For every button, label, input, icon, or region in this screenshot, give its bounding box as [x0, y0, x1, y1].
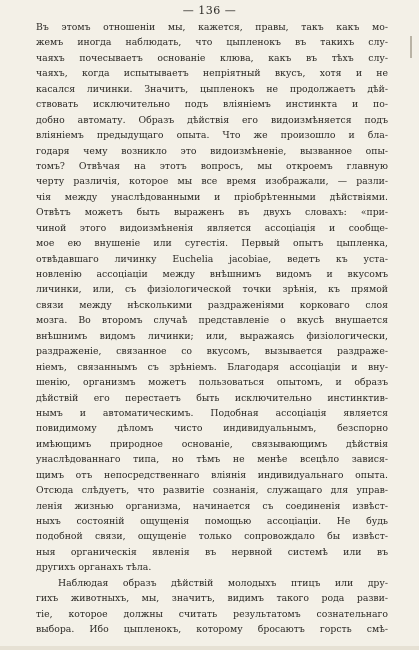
page-number: — 136 —: [182, 4, 237, 17]
text-line: ствовать исключительно подъ вліяніемъ инстинкта и по-: [36, 99, 388, 111]
text-line: черту различія, которое мы все время изображали, — разли-: [36, 176, 388, 188]
body-text: [36, 20, 388, 638]
text-line: унаслѣдованнаго типа, но тѣмъ не менѣе всецѣло завися-: [36, 454, 388, 466]
text-line: щимъ отъ непосредственнаго вліянія индивидуальнаго опыта.: [36, 469, 388, 481]
text-line: мозга. Во второмъ случаѣ представленіе о вкусѣ внушается: [36, 315, 388, 327]
text-line: отвѣдавшаго личинку Euchelia jacobiae, ведетъ къ уста-: [36, 253, 388, 265]
text-line: дѣйствій его перестаетъ быть исключительно инстинктив-: [36, 392, 388, 404]
paragraph-2: [36, 576, 388, 638]
text-line: ніемъ, связаннымъ съ зрѣніемъ. Благодаря ассоціаціи и вну-: [36, 361, 388, 373]
text-line: нымъ и автоматическимъ. Подобная ассоціація является: [36, 407, 388, 419]
text-line: Въ этомъ отношеніи мы, кажется, правы, такъ какъ мо-: [36, 22, 388, 33]
text-line: выбора. Ибо цыпленокъ, которому бросаютъ горсть смѣ-: [36, 624, 388, 636]
text-line: ныхъ состояній ощущенія помощью ассоціаціи. Не будь: [36, 516, 388, 527]
text-line: жемъ иногда наблюдать, что цыпленокъ въ такихъ слу-: [36, 37, 388, 49]
text-line: мое ею внушеніе или сугестія. Первый опытъ цыпленка,: [36, 238, 388, 250]
text-line: чаяхъ, когда испытываетъ непріятный вкусъ, хотя и не: [36, 68, 388, 80]
text-line: Отвѣтъ можетъ быть выраженъ въ двухъ словахъ: «при-: [36, 207, 388, 219]
text-line: шенію, организмъ можетъ пользоваться опытомъ, и образъ: [36, 377, 388, 389]
text-line: чія между унаслѣдованными и пріобрѣтенными дѣйствіями.: [36, 191, 388, 203]
text-line: имѣющимъ природное основаніе, связывающимъ дѣйствія: [36, 438, 388, 450]
text-line: вліяніемъ предыдущаго опыта. Что же произошло и бла-: [36, 130, 388, 142]
text-line: томъ? Отвѣчая на этотъ вопросъ, мы откроемъ главную: [36, 160, 388, 172]
text-line: гихъ животныхъ, мы, значитъ, видимъ такого рода разви-: [36, 593, 388, 605]
text-line: внѣшнимъ видомъ личинки; или, выражаясь физіологически,: [36, 330, 388, 342]
text-line: личинки, или, съ физіологической точки зрѣнія, къ прямой: [36, 284, 388, 296]
text-line: подобной связи, ощущеніе только сопровождало бы извѣст-: [36, 531, 388, 543]
text-line: добно автомату. Образъ дѣйствія его видоизмѣняется подъ: [36, 114, 388, 126]
text-line: раздраженіе, связанное со вкусомъ, вызывается раздраже-: [36, 346, 388, 358]
page-bottom-edge: [0, 646, 419, 650]
text-line: повидимому дѣломъ чисто индивидуальнымъ, безспорно: [36, 423, 388, 435]
text-line: ленія жизнью организма, начинается съ соединенія извѣст-: [36, 500, 388, 512]
text-line: новленію ассоціаціи между внѣшнимъ видомъ и вкусомъ: [36, 269, 388, 280]
text-line: другихъ органахъ тѣла.: [36, 562, 152, 574]
text-line: чаяхъ почесываетъ основаніе клюва, какъ въ тѣхъ слу-: [36, 52, 388, 64]
text-line: касался личинки. Значитъ, цыпленокъ не продолжаетъ дѣй-: [36, 83, 388, 95]
text-line: связи между нѣсколькими раздраженіями корковаго слоя: [36, 299, 388, 311]
text-line: тіе, которое должны считать результатомъ сознательнаго: [36, 608, 388, 620]
text-line: годаря чему возникло это видоизмѣненіе, вызванное опы-: [36, 145, 388, 157]
text-line: чиной этого видоизмѣненія является ассоціація и сообще-: [36, 222, 388, 234]
text-line: Отсюда слѣдуетъ, что развитіе сознанія, служащаго для управ-: [36, 485, 388, 497]
text-line: ныя органическія явленія въ нервной системѣ или въ: [36, 546, 388, 558]
margin-mark: [410, 36, 412, 58]
text-line: Наблюдая образъ дѣйствій молодыхъ птицъ или дру-: [58, 577, 388, 589]
paragraph-1: [36, 20, 388, 576]
